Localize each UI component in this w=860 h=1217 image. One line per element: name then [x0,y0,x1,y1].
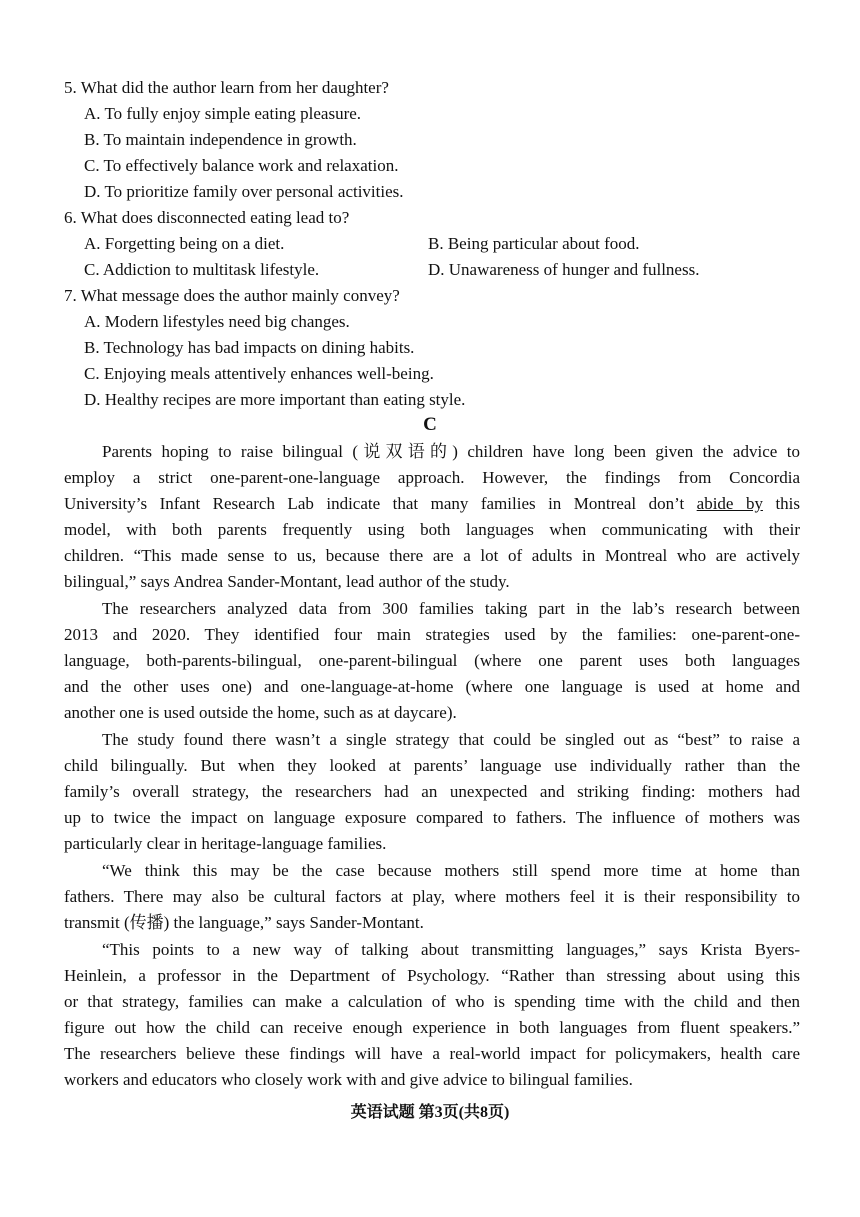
passage-line: figure out how the child can receive enough experience in both languages from fluent speakers.” [64,1018,800,1037]
question-5-stem: 5. What did the author learn from her daughter? [64,78,389,97]
question-6-option-b: B. Being particular about food. [428,234,640,253]
question-7-option-b: B. Technology has bad impacts on dining habits. [84,338,415,357]
passage-line: particularly clear in heritage-language families. [64,834,387,853]
passage-line: The study found there wasn’t a single strategy that could be singled out as “best” to raise a [102,730,800,749]
page-footer: 英语试题 第3页(共8页) [350,1104,510,1121]
passage-line: or that strategy, families can make a calculation of who is spending time with the child and then [64,992,800,1011]
question-6-stem: 6. What does disconnected eating lead to? [64,208,350,227]
question-6-option-c: C. Addiction to multitask lifestyle. [84,260,320,279]
question-7-stem: 7. What message does the author mainly convey? [64,286,400,305]
passage-line: language, both-parents-bilingual, one-parent-bilingual (where one parent uses both languages [64,651,800,670]
question-7-option-a: A. Modern lifestyles need big changes. [84,312,350,331]
passage-line: employ a strict one-parent-one-language approach. However, the findings from Concordia [64,468,800,487]
passage-line: bilingual,” says Andrea Sander-Montant, lead author of the study. [64,572,510,591]
question-6-option-d: D. Unawareness of hunger and fullness. [428,260,700,279]
question-6-option-a: A. Forgetting being on a diet. [84,234,285,253]
question-7-option-d: D. Healthy recipes are more important than eating style. [84,390,466,409]
passage-line: Parents hoping to raise bilingual (说双语的) children have long been given the advice to [102,442,800,461]
passage-line: “We think this may be the case because mothers still spend more time at home than [102,861,800,880]
question-5-option-d: D. To prioritize family over personal activities. [84,182,404,201]
passage-text: this [775,494,800,513]
question-7-option-c: C. Enjoying meals attentively enhances well-being. [84,364,434,383]
passage-line: and the other uses one) and one-language-at-home (where one language is used at home and [64,677,800,696]
passage-line: child bilingually. But when they looked at parents’ language use individually rather than the [64,756,800,775]
question-5-option-a: A. To fully enjoy simple eating pleasure. [84,104,362,123]
passage-text: University’s Infant Research Lab indicate that many families in Montreal don’t [64,494,685,513]
passage-line-with-underline [64,493,800,515]
passage-line: family’s overall strategy, the researchers had an unexpected and striking finding: mothers had [64,782,800,801]
passage-line: model, with both parents frequently using both languages when communicating with their [64,520,800,539]
passage-line: children. “This made sense to us, because there are a lot of adults in Montreal who are actively [64,546,800,565]
passage-line: “This points to a new way of talking about transmitting languages,” says Krista Byers- [102,940,800,959]
passage-line: transmit (传播) the language,” says Sander-Montant. [64,913,424,932]
question-5-option-c: C. To effectively balance work and relaxation. [84,156,399,175]
passage-line: 2013 and 2020. They identified four main strategies used by the families: one-parent-one- [64,625,800,644]
passage-line: Heinlein, a professor in the Department of Psychology. “Rather than stressing about using this [64,966,800,985]
section-heading: C [423,414,437,435]
passage-line: another one is used outside the home, such as at daycare). [64,703,457,722]
passage-line: fathers. There may also be cultural factors at play, where mothers feel it is their responsibility to [64,887,800,906]
passage-line: workers and educators who closely work with and give advice to bilingual families. [64,1070,633,1089]
passage-line: The researchers believe these findings will have a real-world impact for policymakers, health care [64,1044,800,1063]
question-5-option-b: B. To maintain independence in growth. [84,130,357,149]
passage-line: The researchers analyzed data from 300 families taking part in the lab’s research between [102,599,800,618]
underlined-phrase: abide by [696,494,763,513]
passage-line: up to twice the impact on language exposure compared to fathers. The influence of mothers was [64,808,800,827]
